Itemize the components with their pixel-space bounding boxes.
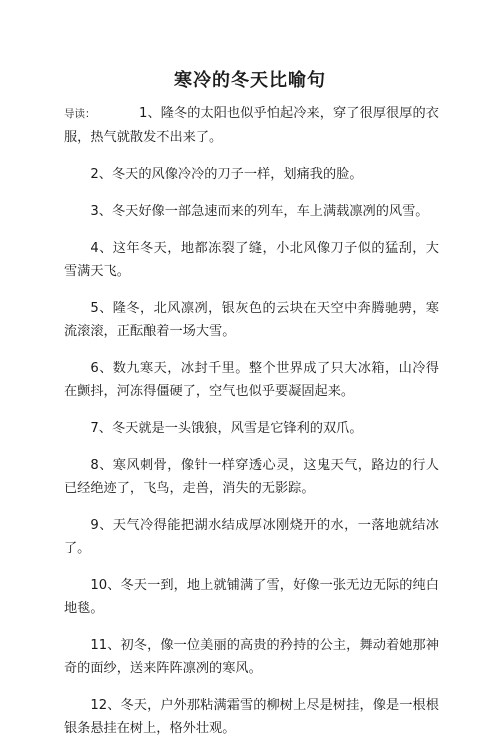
list-item: 11、初冬，像一位美丽的高贵的矜持的公主，舞动着她那神奇的面纱，送来阵阵凛冽的寒风。: [64, 638, 439, 676]
list-item: 9、天气冷得能把湖水结成厚冰刚烧开的水，一落地就结冰了。: [64, 518, 439, 556]
list-item: 8、寒风刺骨，像针一样穿透心灵，这鬼天气，路边的行人已经绝迹了，飞鸟，走兽，消失的无影踪。: [64, 458, 439, 496]
item-text: 1、隆冬的太阳也似乎怕起冷来，穿了很厚很厚的衣服，热气就散发不出来了。: [64, 106, 439, 145]
list-item: [64, 102, 439, 149]
list-item: 4、这年冬天，地都冻裂了缝，小北风像刀子似的猛刮，大雪满天飞。: [64, 241, 439, 279]
article-body: [64, 102, 439, 754]
list-item: 3、冬天好像一部急速而来的列车，车上满载凛冽的风雪。: [90, 204, 429, 219]
list-item: 6、数九寒天，冰封千里。整个世界成了只大冰箱，山冷得在颤抖，河冻得僵硬了，空气也似乎要凝固起来。: [64, 361, 439, 399]
list-item: 5、隆冬，北风凛冽，银灰色的云块在天空中奔腾驰骋，寒流滚滚，正酝酿着一场大雪。: [64, 301, 439, 339]
page-title: 寒冷的冬天比喻句: [174, 70, 326, 91]
lead-label: 导读：: [64, 108, 96, 120]
list-item: 12、冬天，户外那粘满霜雪的柳树上尽是树挂，像是一根根银条悬挂在树上，格外壮观。: [64, 698, 439, 736]
list-item: 7、冬天就是一头饿狼，风雪是它锋利的双爪。: [90, 421, 363, 436]
list-item: 2、冬天的风像冷冷的刀子一样，划痛我的脸。: [90, 167, 363, 182]
list-item: 10、冬天一到，地上就铺满了雪，好像一张无边无际的纯白地毯。: [64, 578, 439, 616]
